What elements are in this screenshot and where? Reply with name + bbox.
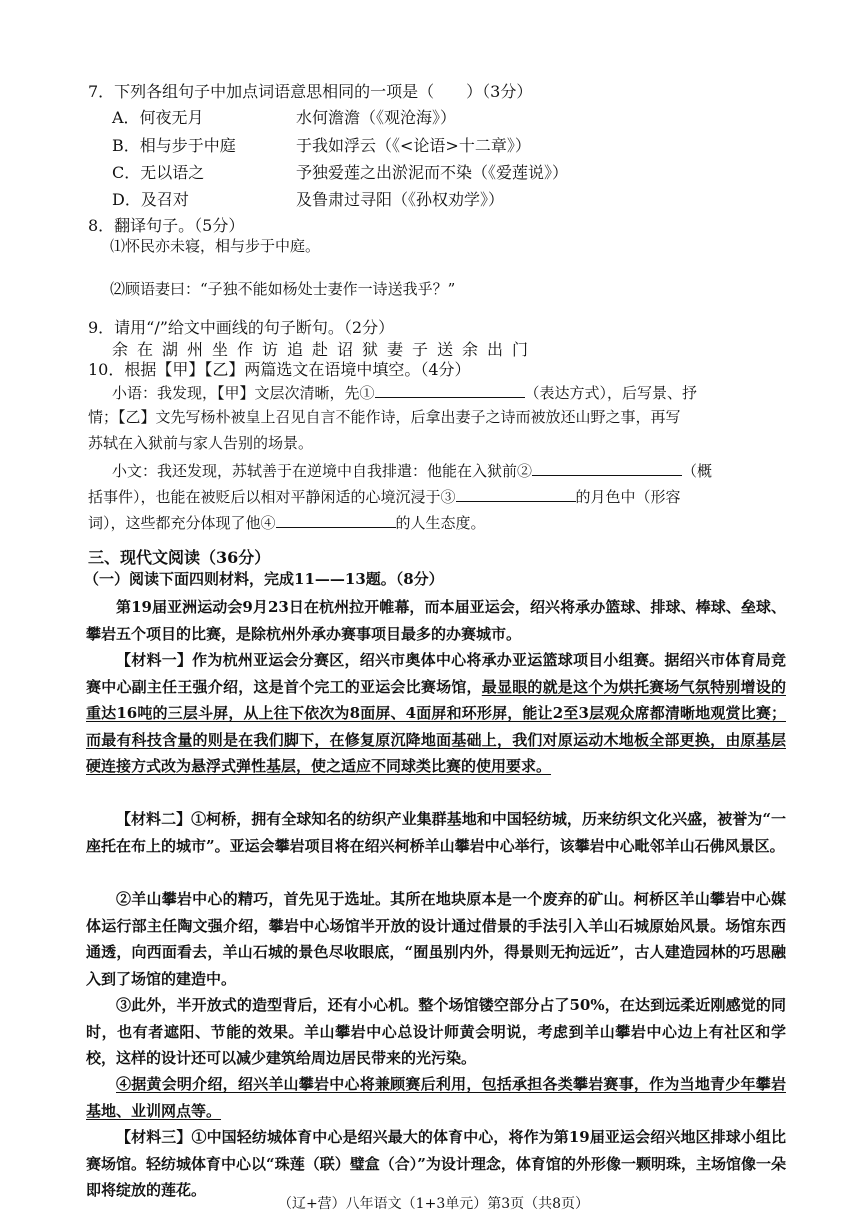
material-1-underlined: 最显眼的就是这个为烘托赛场气氛特别增设的重达16吨的三层斗屏，从上往下依次为8面屏、4面屏和环形屏，能让2至3层观众席都清晰地观赏比赛；而最有科技含量的则是在我们脚下，在修复原沉降地面基础上，我们对原运动木地板全部更换，由原基层硬连接方式改为悬浮式弹性基层，使之适应不同球类比赛的使用要求。 (86, 677, 786, 776)
blank-1[interactable] (375, 381, 525, 398)
q10-text-1b: （表达方式），后写景、抒 (524, 384, 698, 402)
q10-text-2d: 的月色中（形容 (575, 488, 681, 506)
q10-stem: 10．根据【甲】【乙】两篇选文在语境中填空。（4分） (88, 360, 471, 379)
q7-option-b-compare: 于我如浮云（《<论语>十二章》） (296, 136, 531, 155)
q7-option-c-label: C．无以语之 (112, 163, 205, 182)
material-1 (86, 647, 786, 780)
q9-sentence: 余在湖州坐作访追赴诏狱妻子送余出门 (112, 340, 538, 359)
q8-stem: 8．翻译句子。（5分） (88, 216, 245, 235)
blank-2[interactable] (532, 459, 682, 476)
page-footer: （辽+营）八年语文（1+3单元）第3页（共8页） (277, 1196, 590, 1212)
q7-stem: 7．下列各组句子中加点词语意思相同的一项是（ ）（3分） (88, 82, 533, 101)
q10-text-2f: 的人生态度。 (395, 514, 486, 532)
material-2-p2: ②羊山攀岩中心的精巧，首先见于选址。其所在地块原本是一个废弃的矿山。柯桥区羊山攀岩中心媒体运行部主任陶文强介绍，攀岩中心场馆半开放的设计通过借景的手法引入羊山石城原始风景。场馆东西通透，向西面看去，羊山石城的景色尽收眼底，“囿虽别内外，得景则无拘远近”，古人建造园林的巧思融入到了场馆的建造中。 (86, 890, 786, 988)
q10-line-3: 苏轼在入狱前与家人告别的场景。 (88, 434, 314, 452)
q10-text-1a: 小语：我发现，【甲】文层次清晰，先① (112, 384, 375, 402)
material-2-p1: 【材料二】①柯桥，拥有全球知名的纺织产业集群基地和中国轻纺城，历来纺织文化兴盛，被誉为“一座托在布上的城市”。亚运会攀岩项目将在绍兴柯桥羊山攀岩中心举行，该攀岩中心毗邻羊山石佛风景区。 (86, 810, 786, 855)
section3-intro: 第19届亚洲运动会9月23日在杭州拉开帷幕，而本届亚运会，绍兴将承办篮球、排球、棒球、垒球、攀岩五个项目的比赛，是除杭州外承办赛事项目最多的办赛城市。 (86, 598, 786, 643)
material-3-p1: 【材料三】①中国轻纺城体育中心是绍兴最大的体育中心，将作为第19届亚运会绍兴地区排球小组比赛场馆。轻纺城体育中心以“珠莲（联）璧盒（合）”为设计理念，体育馆的外形像一颗明珠，主场馆像一朵即将绽放的莲花。 (86, 1128, 786, 1200)
q7-option-a-label: A．何夜无月 (112, 108, 204, 127)
q10-line-2: 情；【乙】文先写杨朴被皇上召见自言不能作诗，后拿出妻子之诗而被放还山野之事，再写 (88, 408, 681, 426)
q9-stem: 9．请用“/”给文中画线的句子断句。（2分） (88, 318, 395, 337)
section3-subtitle: （一）阅读下面四则材料，完成11——13题。（8分） (84, 570, 444, 588)
q10-line-1 (112, 381, 697, 403)
material-2-p3: ③此外，半开放式的造型背后，还有小心机。整个场馆镂空部分占了50%，在达到远柔近刚感觉的同时，也有者遮阳、节能的效果。羊山攀岩中心总设计师黄会明说，考虑到羊山攀岩中心边上有社区和学校，这样的设计还可以减少建筑给周边居民带来的光污染。 (86, 996, 786, 1068)
section3-title: 三、现代文阅读（36分） (88, 548, 271, 567)
q8-sentence-2: ⑵顾语妻曰：“子独不能如杨处士妻作一诗送我乎？” (110, 280, 456, 298)
material-2-p4: ④据黄会明介绍，绍兴羊山攀岩中心将兼顾赛后利用，包括承担各类攀岩赛事，作为当地青少年攀岩基地、业训网点等。 (86, 1075, 786, 1120)
q10-line-5 (88, 485, 681, 507)
q7-option-d-compare: 及鲁肃过寻阳（《孙权劝学》） (296, 190, 505, 209)
q10-line-6 (88, 511, 486, 533)
q7-option-c-compare: 予独爱莲之出淤泥而不染（《爱莲说》） (296, 163, 569, 182)
blank-4[interactable] (276, 511, 396, 528)
q10-text-2e: 词），这些都充分体现了他④ (88, 514, 276, 532)
q10-line-4 (112, 459, 712, 481)
q8-sentence-1: ⑴怀民亦未寝，相与步于中庭。 (110, 237, 321, 255)
q7-option-d-label: D．及召对 (112, 190, 189, 209)
material-3-and-4 (86, 1124, 786, 1200)
q10-text-2c: 括事件），也能在被贬后以相对平静闲适的心境沉浸于③ (88, 488, 456, 506)
q10-text-2b: （概 (682, 462, 713, 480)
q7-option-b-label: B．相与步于中庭 (112, 136, 236, 155)
q10-text-2a: 小文：我还发现，苏轼善于在逆境中自我排遣：他能在入狱前② (112, 462, 533, 480)
material-1-plain: 【材料一】作为杭州亚运会分赛区，绍兴市奥体中心将承办亚运篮球项目小组赛。据绍兴市体育局竞赛中心副主任王强介绍，这是首个完工的亚运会比赛场馆， (86, 651, 786, 696)
blank-3[interactable] (456, 485, 576, 502)
q7-option-a-compare: 水何澹澹（《观沧海》） (296, 108, 457, 127)
